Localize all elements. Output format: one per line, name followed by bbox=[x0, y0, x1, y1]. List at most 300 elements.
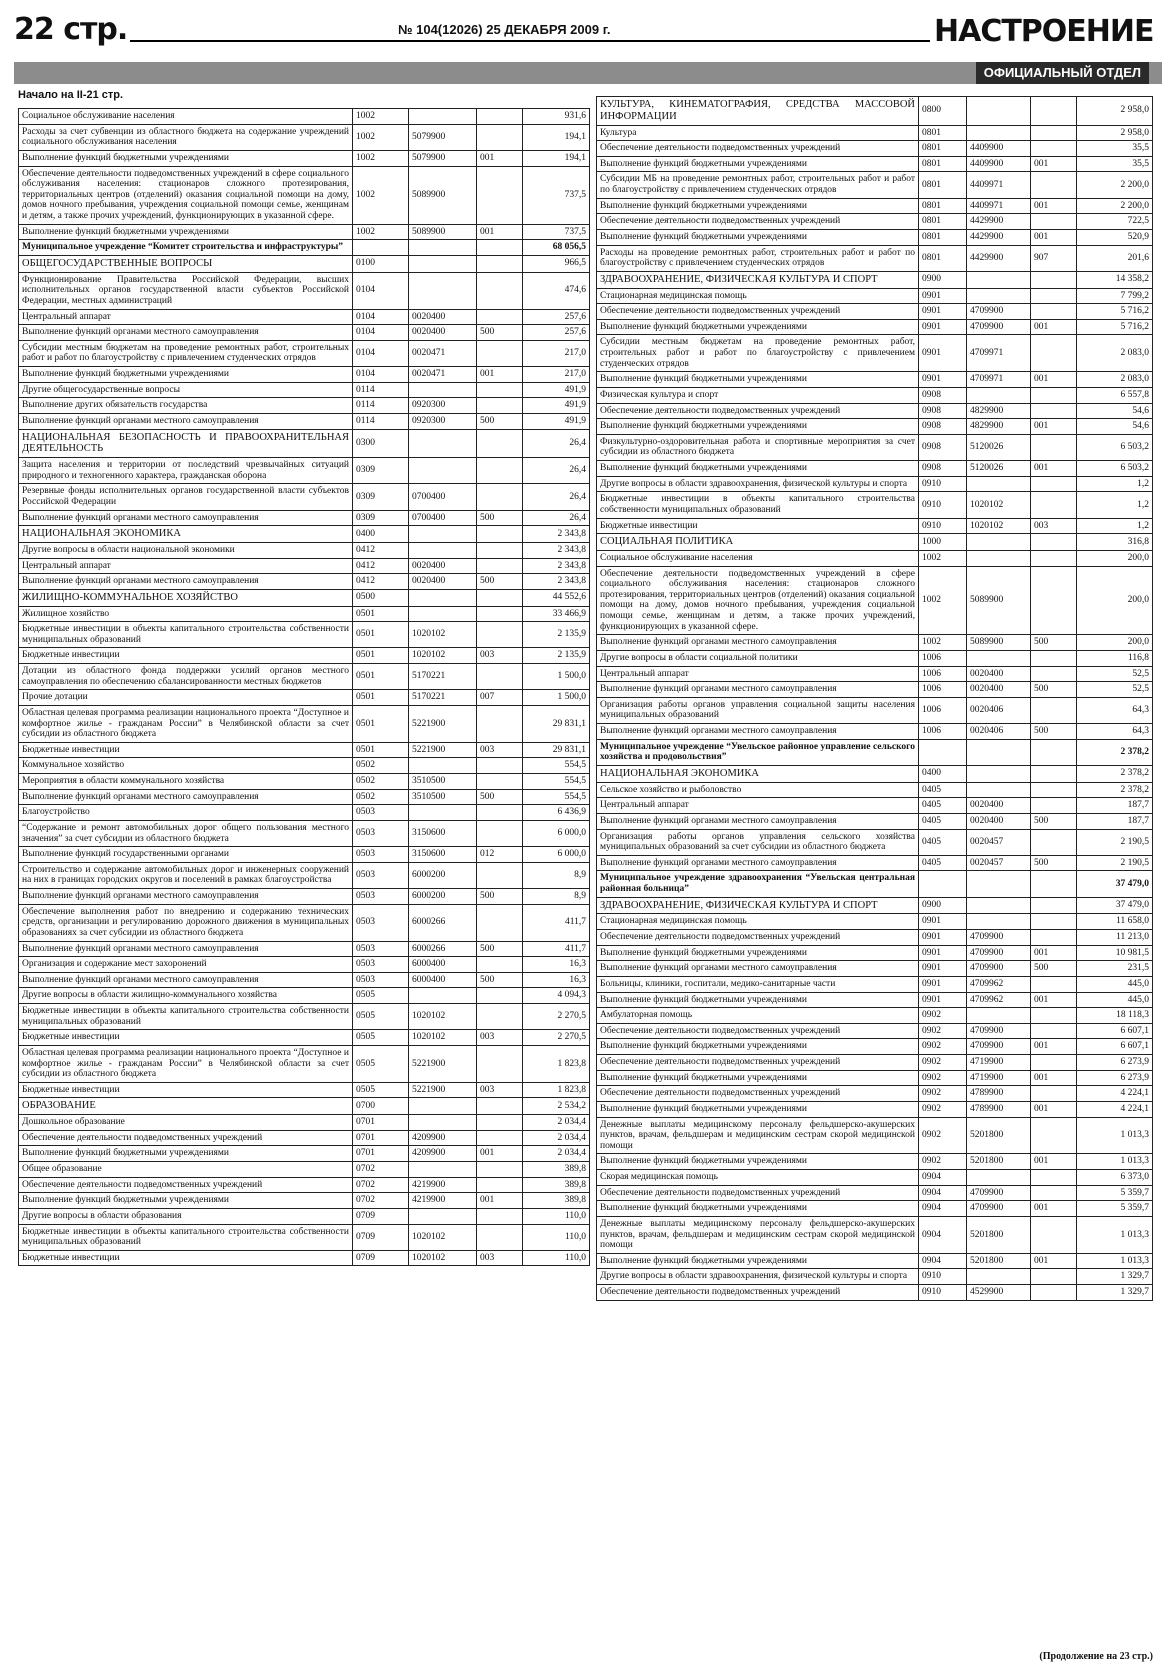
row-name: Обеспечение деятельности подведомственных учреждений bbox=[597, 1023, 919, 1039]
row-article-code: 0020471 bbox=[409, 367, 477, 383]
row-expense-type bbox=[477, 1208, 523, 1224]
table-row bbox=[597, 198, 1153, 214]
row-expense-type bbox=[477, 398, 523, 414]
row-amount: 491,9 bbox=[523, 413, 590, 429]
row-name: Организация работы органов управления социальной защиты населения муниципальных образований bbox=[597, 697, 919, 723]
row-amount: 316,8 bbox=[1077, 534, 1153, 551]
table-row bbox=[19, 988, 590, 1004]
table-row bbox=[597, 288, 1153, 304]
row-name: Денежные выплаты медицинскому персоналу фельдшерско-акушерских пунктов, врачам, фельдшерам и медицинским сестрам скорой медицинской помощи bbox=[597, 1216, 919, 1253]
table-row bbox=[597, 666, 1153, 682]
row-section-code: 0801 bbox=[919, 245, 967, 271]
row-expense-type bbox=[477, 484, 523, 510]
table-row bbox=[19, 820, 590, 846]
row-expense-type bbox=[1031, 1216, 1077, 1253]
row-amount: 8,9 bbox=[523, 889, 590, 905]
row-article-code: 0920300 bbox=[409, 398, 477, 414]
row-article-code bbox=[409, 382, 477, 398]
row-name: Обеспечение деятельности подведомственных учреждений bbox=[597, 1285, 919, 1301]
row-expense-type bbox=[477, 1224, 523, 1250]
row-article-code bbox=[967, 897, 1031, 914]
row-name: НАЦИОНАЛЬНАЯ БЕЗОПАСНОСТЬ И ПРАВООХРАНИТЕЛЬНАЯ ДЕЯТЕЛЬНОСТЬ bbox=[19, 429, 353, 458]
row-amount: 2 135,9 bbox=[523, 648, 590, 664]
row-section-code: 0901 bbox=[919, 976, 967, 992]
budget-table-left bbox=[18, 108, 590, 1266]
row-name: Выполнение функций органами местного самоуправления bbox=[19, 325, 353, 341]
row-name: Выполнение функций бюджетными учреждениями bbox=[597, 1201, 919, 1217]
table-row bbox=[19, 1193, 590, 1209]
row-article-code bbox=[409, 542, 477, 558]
row-amount: 16,3 bbox=[523, 957, 590, 973]
table-row bbox=[597, 419, 1153, 435]
row-section-code: 0501 bbox=[353, 606, 409, 622]
row-section-code: 0801 bbox=[919, 229, 967, 245]
row-expense-type: 001 bbox=[1031, 198, 1077, 214]
row-amount: 64,3 bbox=[1077, 724, 1153, 740]
row-name: ОБЩЕГОСУДАРСТВЕННЫЕ ВОПРОСЫ bbox=[19, 255, 353, 272]
table-row bbox=[597, 461, 1153, 477]
row-section-code: 0910 bbox=[919, 1285, 967, 1301]
row-amount: 1 329,7 bbox=[1077, 1269, 1153, 1285]
row-expense-type: 003 bbox=[477, 1030, 523, 1046]
row-expense-type bbox=[1031, 288, 1077, 304]
row-name: Выполнение функций органами местного самоуправления bbox=[597, 724, 919, 740]
row-amount: 26,4 bbox=[523, 510, 590, 526]
row-amount: 4 094,3 bbox=[523, 988, 590, 1004]
table-row bbox=[19, 1208, 590, 1224]
table-row bbox=[19, 1250, 590, 1266]
table-row bbox=[19, 957, 590, 973]
table-row bbox=[19, 1045, 590, 1082]
row-expense-type bbox=[1031, 697, 1077, 723]
table-row bbox=[597, 1070, 1153, 1086]
row-article-code bbox=[967, 871, 1031, 897]
row-section-code: 0505 bbox=[353, 1030, 409, 1046]
row-section-code: 0901 bbox=[919, 914, 967, 930]
row-expense-type bbox=[1031, 403, 1077, 419]
row-amount: 29 831,1 bbox=[523, 705, 590, 742]
row-expense-type bbox=[1031, 434, 1077, 460]
row-name: Выполнение функций бюджетными учреждениями bbox=[597, 372, 919, 388]
row-expense-type bbox=[477, 124, 523, 150]
row-expense-type bbox=[477, 272, 523, 309]
row-expense-type bbox=[1031, 1269, 1077, 1285]
row-article-code: 5201800 bbox=[967, 1216, 1031, 1253]
row-article-code: 4709900 bbox=[967, 945, 1031, 961]
row-article-code: 3510500 bbox=[409, 774, 477, 790]
row-name: Бюджетные инвестиции bbox=[19, 1030, 353, 1046]
row-article-code: 5201800 bbox=[967, 1117, 1031, 1154]
row-amount: 194,1 bbox=[523, 150, 590, 166]
row-section-code: 0908 bbox=[919, 419, 967, 435]
table-row bbox=[597, 534, 1153, 551]
row-section-code: 0503 bbox=[353, 862, 409, 888]
row-expense-type: 907 bbox=[1031, 245, 1077, 271]
row-name: ОБРАЗОВАНИЕ bbox=[19, 1098, 353, 1115]
row-name: Выполнение функций бюджетными учреждениями bbox=[597, 461, 919, 477]
row-amount: 5 359,7 bbox=[1077, 1185, 1153, 1201]
row-article-code: 1020102 bbox=[409, 1224, 477, 1250]
row-section-code: 0700 bbox=[353, 1098, 409, 1115]
table-row bbox=[19, 690, 590, 706]
row-amount: 737,5 bbox=[523, 224, 590, 240]
row-section-code: 1002 bbox=[353, 109, 409, 125]
row-article-code: 4409971 bbox=[967, 172, 1031, 198]
row-article-code: 5120026 bbox=[967, 434, 1031, 460]
header-rule bbox=[130, 40, 930, 42]
row-section-code: 0502 bbox=[353, 774, 409, 790]
row-amount: 6 503,2 bbox=[1077, 434, 1153, 460]
row-expense-type bbox=[1031, 476, 1077, 492]
table-row bbox=[597, 125, 1153, 141]
table-row bbox=[597, 214, 1153, 230]
row-expense-type: 500 bbox=[1031, 813, 1077, 829]
row-expense-type: 500 bbox=[1031, 682, 1077, 698]
row-expense-type bbox=[1031, 1285, 1077, 1301]
row-section-code: 0501 bbox=[353, 742, 409, 758]
row-section-code: 0910 bbox=[919, 1269, 967, 1285]
row-section-code: 0801 bbox=[919, 214, 967, 230]
row-article-code bbox=[409, 758, 477, 774]
table-row bbox=[597, 1055, 1153, 1071]
row-amount: 10 981,5 bbox=[1077, 945, 1153, 961]
row-article-code: 4429900 bbox=[967, 214, 1031, 230]
table-row bbox=[19, 166, 590, 224]
row-expense-type: 003 bbox=[477, 648, 523, 664]
table-row bbox=[19, 382, 590, 398]
row-section-code: 0902 bbox=[919, 1086, 967, 1102]
row-article-code: 6000200 bbox=[409, 889, 477, 905]
row-expense-type bbox=[477, 805, 523, 821]
row-name: ЖИЛИЩНО-КОММУНАЛЬНОЕ ХОЗЯЙСТВО bbox=[19, 589, 353, 606]
table-row bbox=[19, 429, 590, 458]
row-section-code: 0904 bbox=[919, 1201, 967, 1217]
row-section-code: 0910 bbox=[919, 492, 967, 518]
row-section-code: 1006 bbox=[919, 650, 967, 666]
row-section-code: 0501 bbox=[353, 690, 409, 706]
row-expense-type: 001 bbox=[1031, 1039, 1077, 1055]
row-amount: 6 373,0 bbox=[1077, 1170, 1153, 1186]
row-section-code: 0400 bbox=[353, 526, 409, 543]
row-expense-type: 500 bbox=[477, 510, 523, 526]
row-article-code: 4709962 bbox=[967, 992, 1031, 1008]
row-section-code: 0800 bbox=[919, 97, 967, 126]
row-section-code: 0503 bbox=[353, 941, 409, 957]
row-article-code: 5089900 bbox=[967, 635, 1031, 651]
row-expense-type: 500 bbox=[477, 574, 523, 590]
row-name: Выполнение функций бюджетными учреждениями bbox=[597, 229, 919, 245]
table-row bbox=[597, 1117, 1153, 1154]
row-amount: 966,5 bbox=[523, 255, 590, 272]
row-expense-type: 001 bbox=[1031, 229, 1077, 245]
row-section-code: 0503 bbox=[353, 820, 409, 846]
table-row bbox=[597, 1023, 1153, 1039]
table-row bbox=[19, 150, 590, 166]
row-expense-type bbox=[477, 1130, 523, 1146]
table-row bbox=[19, 1098, 590, 1115]
row-name: Субсидии местным бюджетам на проведение ремонтных работ, строительных работ и работ по благоустройству с привлечением студенческих отрядов bbox=[597, 335, 919, 372]
table-row bbox=[597, 566, 1153, 635]
row-article-code bbox=[967, 1269, 1031, 1285]
row-name: Обеспечение деятельности подведомственных учреждений bbox=[597, 214, 919, 230]
table-row bbox=[19, 224, 590, 240]
row-amount: 1 013,3 bbox=[1077, 1216, 1153, 1253]
row-section-code: 0309 bbox=[353, 484, 409, 510]
row-expense-type: 001 bbox=[477, 224, 523, 240]
row-name: Выполнение функций органами местного самоуправления bbox=[19, 889, 353, 905]
table-row bbox=[19, 255, 590, 272]
row-expense-type bbox=[477, 904, 523, 941]
table-row bbox=[597, 992, 1153, 1008]
row-expense-type: 500 bbox=[1031, 855, 1077, 871]
row-section-code: 0114 bbox=[353, 382, 409, 398]
row-name: Выполнение функций бюджетными учреждениями bbox=[597, 1253, 919, 1269]
row-section-code: 0801 bbox=[919, 172, 967, 198]
row-expense-type bbox=[1031, 739, 1077, 765]
row-name: Защита населения и территории от последствий чрезвычайных ситуаций природного и техногенного характера, гражданская оборона bbox=[19, 458, 353, 484]
row-section-code: 0502 bbox=[353, 758, 409, 774]
row-name: Бюджетные инвестиции в объекты капитального строительства собственности муниципальных образований bbox=[19, 622, 353, 648]
row-expense-type: 500 bbox=[477, 413, 523, 429]
row-expense-type: 001 bbox=[477, 1146, 523, 1162]
row-article-code: 4709900 bbox=[967, 1201, 1031, 1217]
row-name: Физкультурно-оздоровительная работа и спортивные мероприятия за счет субсидии из областного бюджета bbox=[597, 434, 919, 460]
row-expense-type: 500 bbox=[477, 325, 523, 341]
row-article-code: 6000400 bbox=[409, 957, 477, 973]
row-article-code bbox=[967, 914, 1031, 930]
row-name: Выполнение функций органами местного самоуправления bbox=[597, 813, 919, 829]
row-name: Бюджетные инвестиции bbox=[19, 742, 353, 758]
table-row bbox=[597, 271, 1153, 288]
row-name: Выполнение других обязательств государства bbox=[19, 398, 353, 414]
row-article-code: 4209900 bbox=[409, 1130, 477, 1146]
table-row bbox=[19, 1177, 590, 1193]
row-name: Выполнение функций бюджетными учреждениями bbox=[597, 1070, 919, 1086]
table-row bbox=[597, 1185, 1153, 1201]
row-article-code: 5079900 bbox=[409, 150, 477, 166]
row-article-code: 4709900 bbox=[967, 319, 1031, 335]
row-name: Обеспечение деятельности подведомственных учреждений bbox=[597, 403, 919, 419]
table-row bbox=[19, 664, 590, 690]
row-section-code: 1006 bbox=[919, 666, 967, 682]
table-row bbox=[597, 172, 1153, 198]
row-article-code: 0020400 bbox=[409, 309, 477, 325]
row-name: Физическая культура и спорт bbox=[597, 387, 919, 403]
row-amount: 1 500,0 bbox=[523, 690, 590, 706]
row-name: Другие вопросы в области национальной экономики bbox=[19, 542, 353, 558]
row-expense-type: 500 bbox=[1031, 635, 1077, 651]
table-row bbox=[597, 141, 1153, 157]
table-row bbox=[597, 945, 1153, 961]
row-amount: 35,5 bbox=[1077, 141, 1153, 157]
row-article-code: 6000266 bbox=[409, 904, 477, 941]
row-article-code bbox=[409, 1098, 477, 1115]
row-expense-type bbox=[1031, 125, 1077, 141]
row-article-code: 6000400 bbox=[409, 972, 477, 988]
row-name: Областная целевая программа реализации национального проекта “Доступное и комфортное жилье - гражданам России” в Челябинской области за счет субсидии из областного бюджета bbox=[19, 1045, 353, 1082]
row-expense-type: 500 bbox=[1031, 961, 1077, 977]
row-amount: 33 466,9 bbox=[523, 606, 590, 622]
table-row bbox=[597, 156, 1153, 172]
row-amount: 1,2 bbox=[1077, 492, 1153, 518]
row-article-code bbox=[967, 271, 1031, 288]
row-name: Амбулаторная помощь bbox=[597, 1008, 919, 1024]
table-row bbox=[597, 961, 1153, 977]
row-article-code: 0020400 bbox=[967, 666, 1031, 682]
row-name: Бюджетные инвестиции bbox=[19, 1250, 353, 1266]
row-expense-type: 001 bbox=[1031, 372, 1077, 388]
table-row bbox=[597, 976, 1153, 992]
row-name: Денежные выплаты медицинскому персоналу фельдшерско-акушерских пунктов, врачам, фельдшерам и медицинским сестрам скорой медицинской помощи bbox=[597, 1117, 919, 1154]
row-amount: 491,9 bbox=[523, 398, 590, 414]
row-amount: 5 716,2 bbox=[1077, 304, 1153, 320]
row-expense-type bbox=[1031, 798, 1077, 814]
row-article-code: 4829900 bbox=[967, 419, 1031, 435]
row-article-code: 0700400 bbox=[409, 484, 477, 510]
row-amount: 2 378,2 bbox=[1077, 782, 1153, 798]
row-name: НАЦИОНАЛЬНАЯ ЭКОНОМИКА bbox=[19, 526, 353, 543]
row-name: Центральный аппарат bbox=[597, 798, 919, 814]
row-section-code: 0500 bbox=[353, 589, 409, 606]
row-section-code: 0904 bbox=[919, 1253, 967, 1269]
row-name: Муниципальное учреждение “Комитет строительства и инфраструктуры” bbox=[19, 240, 353, 256]
page-number: 22 стр. bbox=[14, 12, 128, 47]
row-amount: 2 135,9 bbox=[523, 622, 590, 648]
row-section-code: 0502 bbox=[353, 789, 409, 805]
row-section-code: 0801 bbox=[919, 141, 967, 157]
table-row bbox=[597, 1269, 1153, 1285]
row-name: Культура bbox=[597, 125, 919, 141]
table-row bbox=[597, 245, 1153, 271]
row-expense-type bbox=[1031, 897, 1077, 914]
row-amount: 2 534,2 bbox=[523, 1098, 590, 1115]
table-row bbox=[597, 335, 1153, 372]
row-name: Выполнение функций бюджетными учреждениями bbox=[597, 1101, 919, 1117]
left-column bbox=[18, 108, 589, 1266]
row-expense-type: 001 bbox=[1031, 461, 1077, 477]
row-name: Скорая медицинская помощь bbox=[597, 1170, 919, 1186]
row-section-code: 0902 bbox=[919, 1117, 967, 1154]
row-amount: 200,0 bbox=[1077, 635, 1153, 651]
row-expense-type bbox=[477, 664, 523, 690]
row-section-code: 0503 bbox=[353, 957, 409, 973]
row-section-code: 0901 bbox=[919, 961, 967, 977]
row-name: Социальное обслуживание населения bbox=[597, 550, 919, 566]
row-name: Обеспечение деятельности подведомственных учреждений bbox=[19, 1130, 353, 1146]
row-section-code: 0902 bbox=[919, 1008, 967, 1024]
row-amount: 16,3 bbox=[523, 972, 590, 988]
row-article-code bbox=[967, 650, 1031, 666]
row-expense-type bbox=[477, 1004, 523, 1030]
row-section-code: 0801 bbox=[919, 156, 967, 172]
table-row bbox=[19, 1162, 590, 1178]
row-expense-type: 001 bbox=[1031, 319, 1077, 335]
row-article-code: 1020102 bbox=[409, 622, 477, 648]
row-section-code: 0100 bbox=[353, 255, 409, 272]
row-section-code: 0904 bbox=[919, 1170, 967, 1186]
row-section-code: 0902 bbox=[919, 1023, 967, 1039]
row-article-code: 0020471 bbox=[409, 340, 477, 366]
row-expense-type bbox=[477, 1177, 523, 1193]
row-amount: 554,5 bbox=[523, 774, 590, 790]
row-expense-type bbox=[477, 705, 523, 742]
row-section-code: 1006 bbox=[919, 697, 967, 723]
table-row bbox=[597, 476, 1153, 492]
row-expense-type bbox=[1031, 550, 1077, 566]
row-amount: 1,2 bbox=[1077, 518, 1153, 534]
row-name: Мероприятия в области коммунального хозяйства bbox=[19, 774, 353, 790]
row-section-code: 0505 bbox=[353, 1045, 409, 1082]
row-amount: 37 479,0 bbox=[1077, 871, 1153, 897]
row-name: Стационарная медицинская помощь bbox=[597, 914, 919, 930]
row-name: Выполнение функций бюджетными учреждениями bbox=[597, 198, 919, 214]
row-section-code: 0405 bbox=[919, 829, 967, 855]
row-expense-type: 001 bbox=[1031, 945, 1077, 961]
row-name: Выполнение функций органами местного самоуправления bbox=[597, 682, 919, 698]
row-expense-type: 001 bbox=[477, 1193, 523, 1209]
row-section-code: 0801 bbox=[919, 198, 967, 214]
row-amount: 2 378,2 bbox=[1077, 739, 1153, 765]
row-expense-type bbox=[1031, 782, 1077, 798]
table-row bbox=[597, 1008, 1153, 1024]
row-article-code: 4709900 bbox=[967, 961, 1031, 977]
row-name: Другие общегосударственные вопросы bbox=[19, 382, 353, 398]
row-amount: 8,9 bbox=[523, 862, 590, 888]
row-amount: 54,6 bbox=[1077, 403, 1153, 419]
row-amount: 389,8 bbox=[523, 1193, 590, 1209]
row-amount: 1 823,8 bbox=[523, 1082, 590, 1098]
row-name: Выполнение функций бюджетными учреждениями bbox=[597, 319, 919, 335]
row-name: Больницы, клиники, госпитали, медико-санитарные части bbox=[597, 976, 919, 992]
row-section-code: 0104 bbox=[353, 367, 409, 383]
table-row bbox=[19, 484, 590, 510]
row-expense-type bbox=[477, 255, 523, 272]
row-amount: 520,9 bbox=[1077, 229, 1153, 245]
row-amount: 2 343,8 bbox=[523, 542, 590, 558]
row-expense-type bbox=[477, 526, 523, 543]
row-amount: 2 343,8 bbox=[523, 574, 590, 590]
row-name: Коммунальное хозяйство bbox=[19, 758, 353, 774]
row-amount: 11 658,0 bbox=[1077, 914, 1153, 930]
row-article-code bbox=[967, 288, 1031, 304]
row-name: Выполнение функций органами местного самоуправления bbox=[19, 972, 353, 988]
row-section-code: 0412 bbox=[353, 558, 409, 574]
table-row bbox=[19, 367, 590, 383]
row-amount: 201,6 bbox=[1077, 245, 1153, 271]
row-expense-type: 500 bbox=[477, 972, 523, 988]
row-name: Выполнение функций органами местного самоуправления bbox=[597, 855, 919, 871]
row-name: Общее образование bbox=[19, 1162, 353, 1178]
table-row bbox=[597, 682, 1153, 698]
row-amount: 2 343,8 bbox=[523, 558, 590, 574]
row-expense-type bbox=[477, 109, 523, 125]
table-row bbox=[597, 897, 1153, 914]
row-name: Выполнение функций органами местного самоуправления bbox=[19, 413, 353, 429]
row-expense-type bbox=[1031, 1185, 1077, 1201]
row-amount: 411,7 bbox=[523, 904, 590, 941]
row-expense-type bbox=[1031, 387, 1077, 403]
row-expense-type bbox=[477, 774, 523, 790]
row-amount: 2 034,4 bbox=[523, 1115, 590, 1131]
row-article-code: 5170221 bbox=[409, 664, 477, 690]
row-expense-type: 001 bbox=[477, 367, 523, 383]
row-section-code: 1002 bbox=[353, 224, 409, 240]
row-name: Бюджетные инвестиции bbox=[19, 1082, 353, 1098]
row-section-code: 1006 bbox=[919, 682, 967, 698]
newspaper-title: НАСТРОЕНИЕ bbox=[934, 14, 1154, 49]
row-name: Выполнение функций бюджетными учреждениями bbox=[597, 1154, 919, 1170]
row-expense-type bbox=[477, 758, 523, 774]
